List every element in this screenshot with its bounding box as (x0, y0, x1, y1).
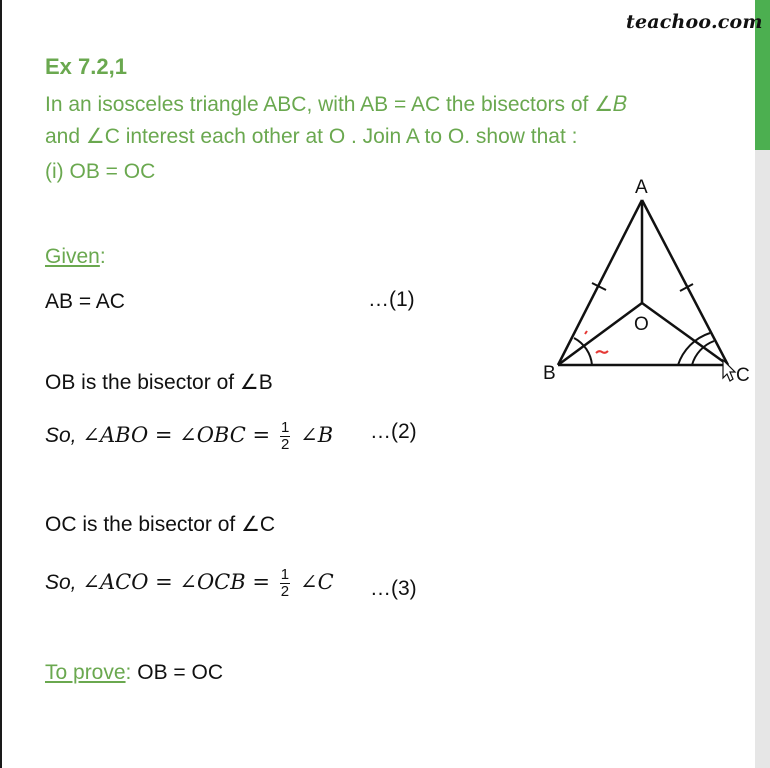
vertex-label-a: A (635, 177, 648, 198)
angle-expr-2: ∠ABO = ∠OBC = (82, 423, 271, 448)
fraction-den-2: 2 (280, 436, 290, 453)
question-line-3: (i) OB = OC (45, 160, 156, 183)
angle-tail-3: ∠C (299, 570, 334, 595)
to-prove-statement: OB = OC (137, 661, 224, 684)
side-ac (642, 200, 728, 365)
vertex-label-b: B (543, 363, 556, 384)
segment-ob (558, 303, 642, 365)
angle-tail-2: ∠B (300, 423, 334, 448)
question-line-1: In an isosceles triangle ABC, with AB = AC the bisectors of ∠𝐵 (45, 93, 627, 116)
side-ab (558, 200, 642, 365)
red-angle-mark-1 (585, 331, 587, 334)
equation-ref-3: …(3) (370, 577, 417, 600)
equation-ref-1: …(1) (368, 288, 415, 311)
angle-expr-3: ∠ACO = ∠OCB = (82, 570, 270, 595)
given-heading-colon: : (99, 245, 106, 268)
so-label-2: So, (45, 424, 77, 448)
to-prove-colon: : (125, 661, 132, 684)
segment-oc (642, 303, 728, 365)
to-prove-heading: To prove (45, 661, 126, 684)
oc-bisector-line: OC is the bisector of ∠C (45, 513, 276, 536)
vertex-label-c: C (736, 365, 750, 386)
red-angle-mark-2 (596, 351, 608, 353)
point-label-o: O (634, 314, 649, 335)
mouse-cursor-icon (723, 360, 735, 381)
exercise-title: Ex 7.2,1 (45, 54, 127, 79)
ob-bisector-line: OB is the bisector of ∠B (45, 371, 273, 394)
teachoo-logo: teachoo.com (626, 11, 763, 33)
so-label-3: So, (45, 571, 77, 595)
fraction-num-2: 1 (280, 419, 290, 436)
fraction-num-3: 1 (280, 566, 290, 583)
fraction-den-3: 2 (280, 583, 290, 600)
equation-ref-2: …(2) (370, 420, 417, 443)
question-line-2: and ∠C interest each other at O . Join A to O. show that : (45, 125, 578, 148)
given-eq-1: AB = AC (45, 290, 125, 313)
given-heading-text: Given (45, 245, 100, 268)
